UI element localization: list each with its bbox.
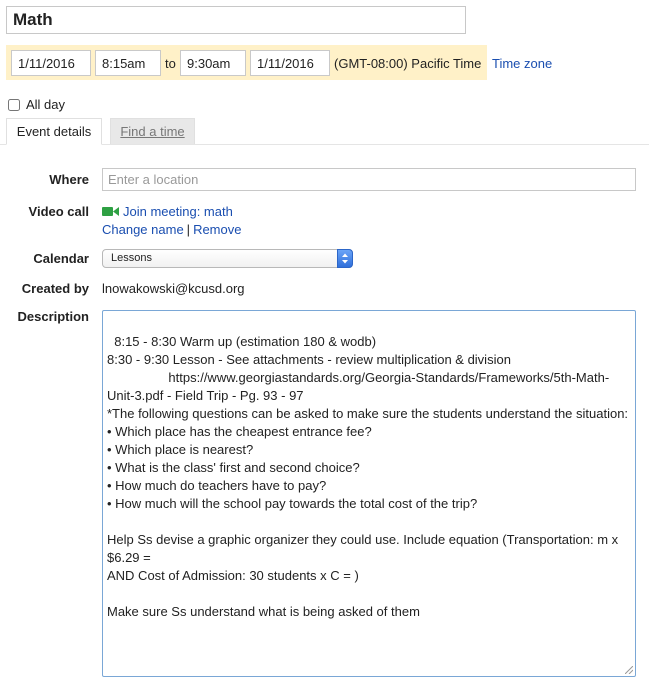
description-textarea[interactable]: [102, 310, 636, 677]
calendar-label: Calendar: [33, 251, 89, 266]
remove-link[interactable]: Remove: [193, 222, 242, 237]
to-label: to: [165, 56, 176, 71]
where-label: Where: [49, 172, 89, 187]
separator: |: [186, 222, 191, 237]
end-time-input[interactable]: [180, 50, 246, 76]
all-day-checkbox[interactable]: [8, 99, 20, 111]
all-day-label: All day: [26, 97, 66, 112]
all-day-option[interactable]: [6, 97, 65, 112]
created-by-value: lnowakowski@kcusd.org: [102, 281, 245, 296]
video-call-label: Video call: [28, 204, 89, 219]
video-camera-icon: [102, 206, 119, 217]
video-call-row: [102, 204, 233, 219]
start-time-input[interactable]: [95, 50, 161, 76]
event-title-input[interactable]: [6, 6, 466, 34]
timezone-text: (GMT-08:00) Pacific Time: [334, 56, 482, 71]
select-arrows-icon: [337, 249, 353, 268]
description-text: 8:15 - 8:30 Warm up (estimation 180 & wodb) 8:30 - 9:30 Lesson - See attachments - review multiplication & division https://www.georgiastandards.org/Georgia-Standards/Frameworks/5th-Math-Unit-3.pdf - Field Trip - Pg. 93 - 97 *The following questions can be asked to make sure the students understand the situation: • Which place has the cheapest entrance fee? • Which place is nearest? • What is the class' first and second choice? • How much do teachers have to pay? • How much will the school pay towards the total cost of the trip? Help Ss devise a graphic organizer they could use. Include equation (Transportation: m x $6.29 = AND Cost of Admission: 30 students x C = ) Make sure Ss understand what is being asked of them: [107, 334, 629, 619]
date-time-row: [6, 45, 487, 80]
created-by-label: Created by: [21, 281, 89, 296]
start-date-input[interactable]: [11, 50, 91, 76]
calendar-select-value: Lessons: [111, 252, 152, 264]
timezone-link[interactable]: Time zone: [492, 56, 553, 71]
join-meeting-link[interactable]: Join meeting: math: [123, 204, 233, 219]
where-input[interactable]: [102, 168, 636, 191]
calendar-select[interactable]: [102, 249, 353, 268]
tab-event-details[interactable]: Event details: [6, 118, 102, 145]
description-label: Description: [17, 309, 89, 324]
tab-find-a-time[interactable]: Find a time: [110, 118, 195, 144]
end-date-input[interactable]: [250, 50, 330, 76]
resize-handle-icon[interactable]: [625, 666, 633, 674]
change-name-link[interactable]: Change name: [102, 222, 184, 237]
video-call-actions: [102, 222, 241, 237]
